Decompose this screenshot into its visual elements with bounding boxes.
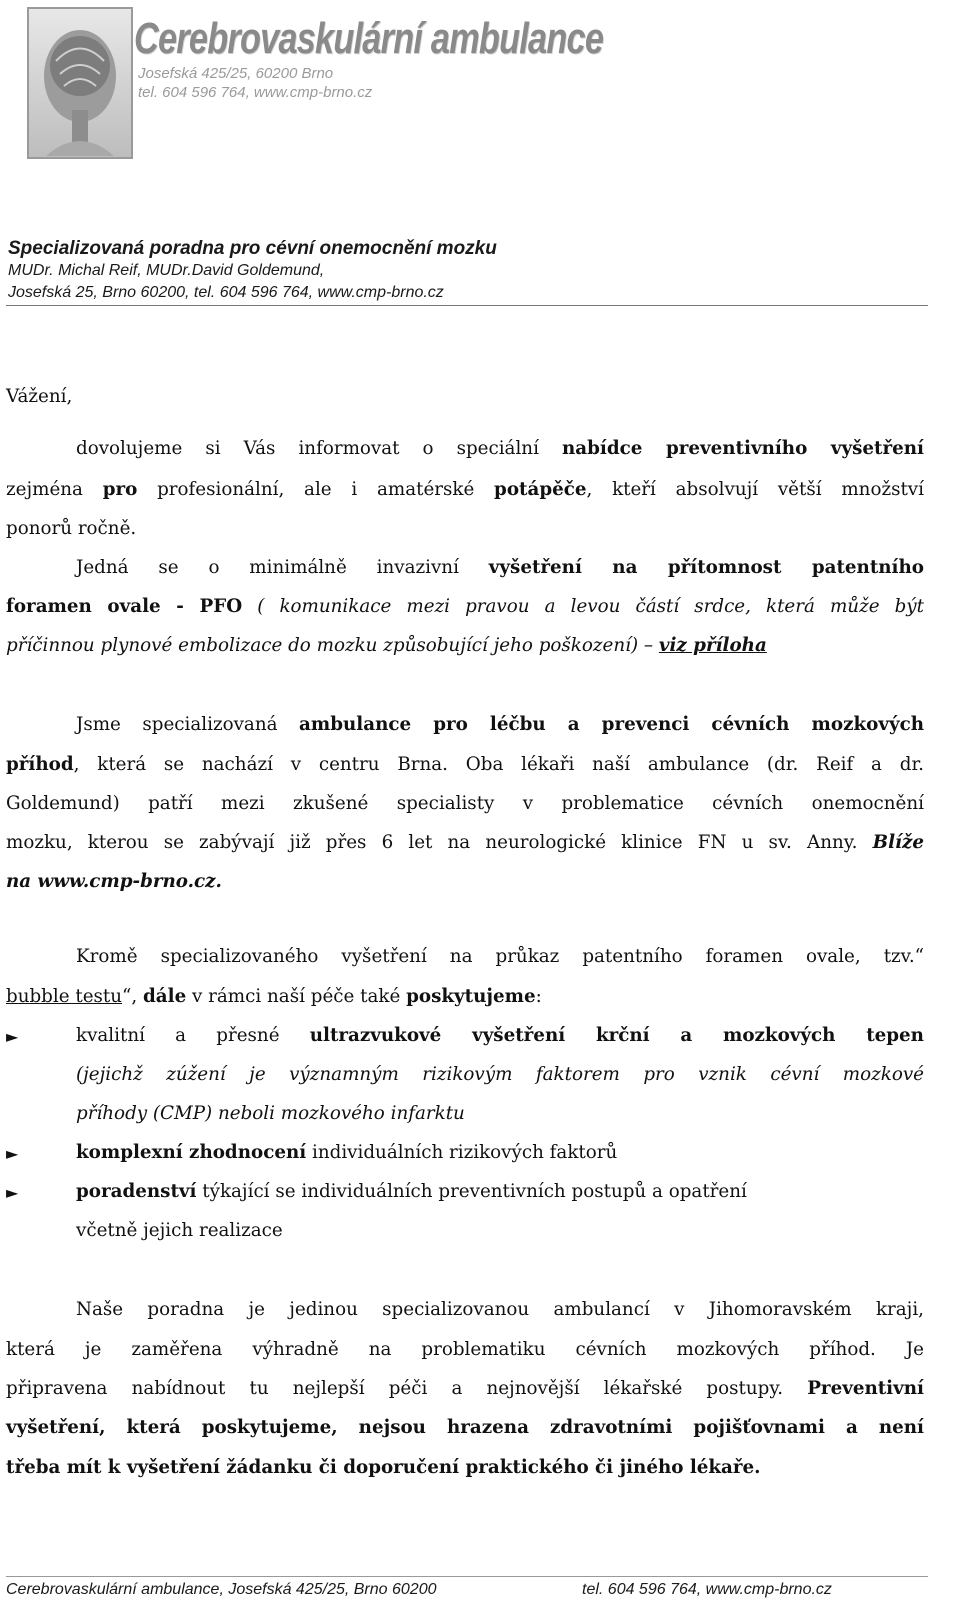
header-contact: Josefská 25, Brno 60200, tel. 604 596 764, www.cmp-brno.cz — [8, 284, 444, 301]
p3-line-5 — [6, 871, 924, 893]
bullet-1-line-1: kvalitní a přesné ultrazvukové vyšetření krční a mozkových tepen — [76, 1025, 924, 1046]
p5-line-5: třeba mít k vyšetření žádanku či doporučení praktického či jiného lékaře. — [6, 1457, 761, 1478]
p5-line-2: která je zaměřena výhradně na problematiku cévních mozkových příhod. Je — [6, 1339, 924, 1360]
bullet-1-line-3: příhody (CMP) neboli mozkového infarktu — [76, 1103, 465, 1124]
p2-line-1: Jedná se o minimálně invazivní vyšetření na přítomnost patentního — [76, 557, 924, 578]
footer-divider — [6, 1576, 928, 1577]
bullet-3-line-1: poradenství týkající se individuálních preventivních postupů a opatření — [76, 1181, 747, 1202]
p3-line-3: Goldemund) patří mezi zkušené specialisty v problematice cévních onemocnění — [6, 793, 924, 814]
p5-line-1: Naše poradna je jedinou specializovanou ambulancí v Jihomoravském kraji, — [76, 1299, 924, 1320]
p4-line-2: bubble testu“, dále v rámci naší péče také poskytujeme: — [6, 986, 542, 1007]
header-doctors: MUDr. Michal Reif, MUDr.David Goldemund, — [8, 262, 325, 279]
footer-contact: tel. 604 596 764, www.cmp-brno.cz — [582, 1581, 832, 1598]
logo-address — [138, 64, 372, 102]
footer-address: Cerebrovaskulární ambulance, Josefská 425/25, Brno 60200 — [6, 1581, 437, 1598]
logo-phone-line: tel. 604 596 764, www.cmp-brno.cz — [138, 84, 373, 101]
attachment-link[interactable]: viz příloha — [658, 635, 767, 656]
p1-line-1: dovolujeme si Vás informovat o speciální nabídce preventivního vyšetření — [76, 438, 924, 459]
header-divider — [6, 305, 928, 306]
bullet-arrow-icon: ► — [6, 1144, 19, 1163]
logo-title: Cerebrovaskulární ambulance — [134, 14, 604, 63]
website-link[interactable]: na www.cmp-brno.cz. — [6, 871, 222, 892]
clinic-logo — [26, 6, 604, 166]
p3-line-1: Jsme specializovaná ambulance pro léčbu a prevenci cévních mozkových — [76, 714, 924, 735]
bullet-1-line-2: (jejichž zúžení je významným rizikovým faktorem pro vznik cévní mozkové — [76, 1064, 924, 1085]
brain-head-icon — [26, 6, 136, 162]
p1-line-3: ponorů ročně. — [6, 518, 137, 539]
bullet-3-line-2: včetně jejich realizace — [76, 1220, 283, 1241]
salutation: Vážení, — [6, 386, 73, 407]
p3-line-2: příhod, která se nachází v centru Brna. Oba lékaři naší ambulance (dr. Reif a dr. — [6, 754, 924, 775]
p1-line-2: zejména pro profesionální, ale i amatérské potápěče, kteří absolvují větší množství — [6, 479, 924, 500]
bullet-arrow-icon: ► — [6, 1183, 19, 1202]
p5-line-4: vyšetření, která poskytujeme, nejsou hrazena zdravotními pojišťovnami a není — [6, 1417, 924, 1438]
p2-line-3: příčinnou plynové embolizace do mozku způsobující jeho poškození) – viz příloha — [6, 635, 767, 656]
p5-line-3: připravena nabídnout tu nejlepší péči a nejnovější lékařské postupy. Preventivní — [6, 1378, 924, 1399]
bullet-2-line-1: komplexní zhodnocení individuálních rizikových faktorů — [76, 1142, 618, 1163]
bullet-arrow-icon: ► — [6, 1027, 19, 1046]
logo-address-line: Josefská 425/25, 60200 Brno — [138, 65, 334, 82]
p4-line-1: Kromě specializovaného vyšetření na průkaz patentního foramen ovale, tzv.“ — [76, 946, 924, 967]
header-title: Specializovaná poradna pro cévní onemocnění mozku — [8, 238, 497, 259]
p2-line-2: foramen ovale - PFO ( komunikace mezi pravou a levou částí srdce, která může být — [6, 596, 924, 617]
p3-line-4: mozku, kterou se zabývají již přes 6 let na neurologické klinice FN u sv. Anny. Blíže — [6, 832, 924, 853]
